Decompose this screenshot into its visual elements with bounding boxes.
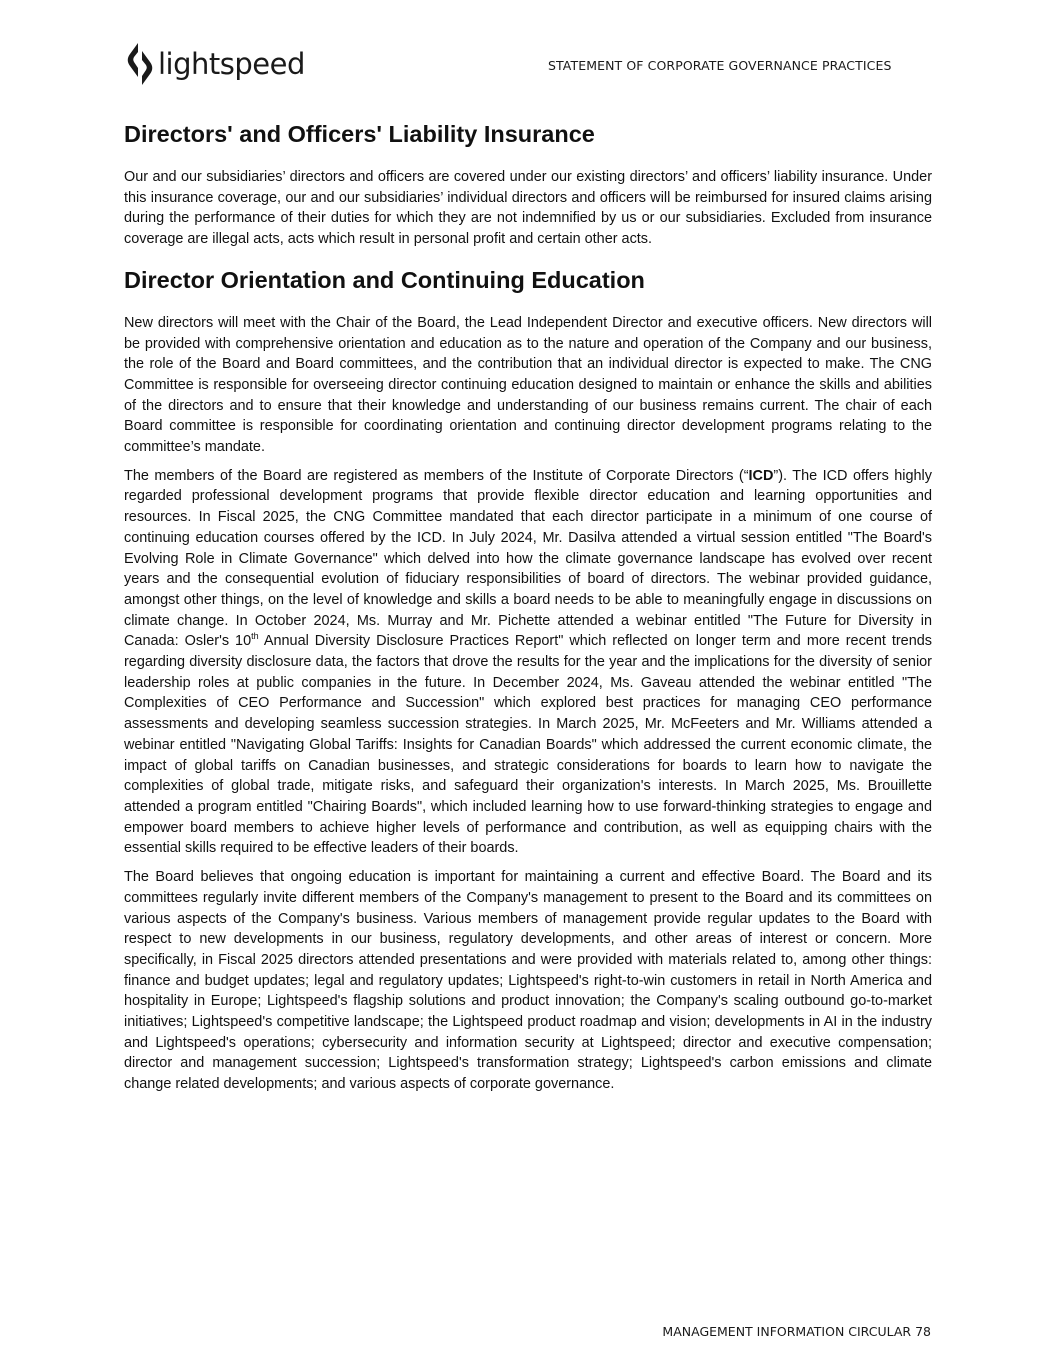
page-footer: MANAGEMENT INFORMATION CIRCULAR 78 [662, 1324, 931, 1339]
paragraph-ongoing-education: The Board believes that ongoing education is important for maintaining a current and effective Board. The Board and its committees regularly invite different members of the Company's management to present to the Board and its committees on various aspects of the Company's business. Various members of management provide regular updates to the Board with respect to new developments in our business, regulatory developments, and other areas of interest or concern. More specifically, in Fiscal 2025 directors attended presentations and were provided with materials related to, among other things: finance and budget updates; legal and regulatory updates; Lightspeed's right-to-win customers in retail in North America and hospitality in Europe; Lightspeed's flagship solutions and product innovation; the Company's scaling outbound go-to-market initiatives; Lightspeed's competitive landscape; the Lightspeed product roadmap and vision; developments in AI in the industry and Lightspeed's operations; cybersecurity and information security at Lightspeed; director and executive compensation; director and management succession; Lightspeed's transformation strategy; Lightspeed's carbon emissions and climate change related developments; and various aspects of corporate governance. [124, 869, 932, 1093]
company-logo [127, 42, 305, 86]
ordinal-superscript: th [251, 631, 259, 642]
lightspeed-flame-icon [127, 42, 154, 86]
page-content [124, 118, 932, 1095]
icd-text-part-3: Annual Diversity Disclosure Practices Report" which reflected on longer term and more recent trends regarding diversity disclosure data, the factors that drove the results for the year and the implications for the diversity of senior leadership roles at public companies in the future. In December 2024, Ms. Gaveau attended the webinar entitled "The Complexities of CEO Performance and Succession" which explored best practices for managing CEO performance assessments and developing seamless succession strategies. In March 2025, Mr. McFeeters and Mr. Williams attended a webinar entitled "Navigating Global Tariffs: Insights for Canadian Boards" which addressed the current economic climate, the impact of global tariffs on Canadian businesses, and strategic considerations for boards to learn how to navigate the complexities of global trade, mitigate risks, and safeguard their organization's interests. In March 2025, Ms. Brouillette attended a program entitled "Chairing Boards", which included learning how to use forward-thinking strategies to engage and empower board members to achieve higher levels of performance and contribution, as well as equipping chairs with the essential skills required to be effective leaders of their boards. [124, 633, 932, 857]
paragraph-orientation: New directors will meet with the Chair of the Board, the Lead Independent Director and executive officers. New directors will be provided with comprehensive orientation and education as to the nature and operation of the Company and our business, the role of the Board and Board committees, and the contribution that an individual director is expected to make. The CNG Committee is responsible for overseeing director continuing education designed to maintain or enhance the skills and abilities of the directors and to ensure that their knowledge and understanding of our business remains current. The chair of each Board committee is responsible for coordinating orientation and continuing director development programs relating to the committee’s mandate. [124, 314, 932, 456]
paragraph-liability-insurance: Our and our subsidiaries’ directors and officers are covered under our existing directors’ and officers’ liability insurance. Under this insurance coverage, our and our subsidiaries’ individual directors and officers will be reimbursed for insured claims arising during the performance of their duties for which they are not indemnified by us or our subsidiaries. Excluded from insurance coverage are illegal acts, acts which result in personal profit and certain other acts. [124, 169, 932, 248]
logo-wordmark: lightspeed [158, 47, 305, 81]
page-header [0, 0, 1055, 100]
section-heading-orientation-education: Director Orientation and Continuing Education [124, 266, 645, 293]
icd-text-part-1: The members of the Board are registered as members of the Institute of Corporate Directors (“ [124, 467, 749, 484]
paragraph-icd-education [124, 466, 932, 859]
document-title: STATEMENT OF CORPORATE GOVERNANCE PRACTICES [548, 58, 892, 73]
icd-abbreviation: ICD [748, 467, 774, 484]
icd-text-part-2: ”). The ICD offers highly regarded professional development programs that provide flexible director education and learning opportunities and resources. In Fiscal 2025, the CNG Committee mandated that each director participate in a minimum of one course of continuing education courses offered by the ICD. In July 2024, Mr. Dasilva attended a virtual session entitled "The Board's Evolving Role in Climate Governance" which delved into how the climate governance landscape has evolved over recent years and the consequential evolution of fiduciary responsibilities of board of directors. The webinar provided guidance, amongst other things, on the level of knowledge and skills a board needs to be able to meaningfully engage in discussions on climate change. In October 2024, Ms. Murray and Mr. Pichette attended a webinar entitled "The Future for Diversity in Canada: Osler's 10 [124, 467, 932, 650]
section-heading-liability-insurance: Directors' and Officers' Liability Insurance [124, 121, 595, 147]
